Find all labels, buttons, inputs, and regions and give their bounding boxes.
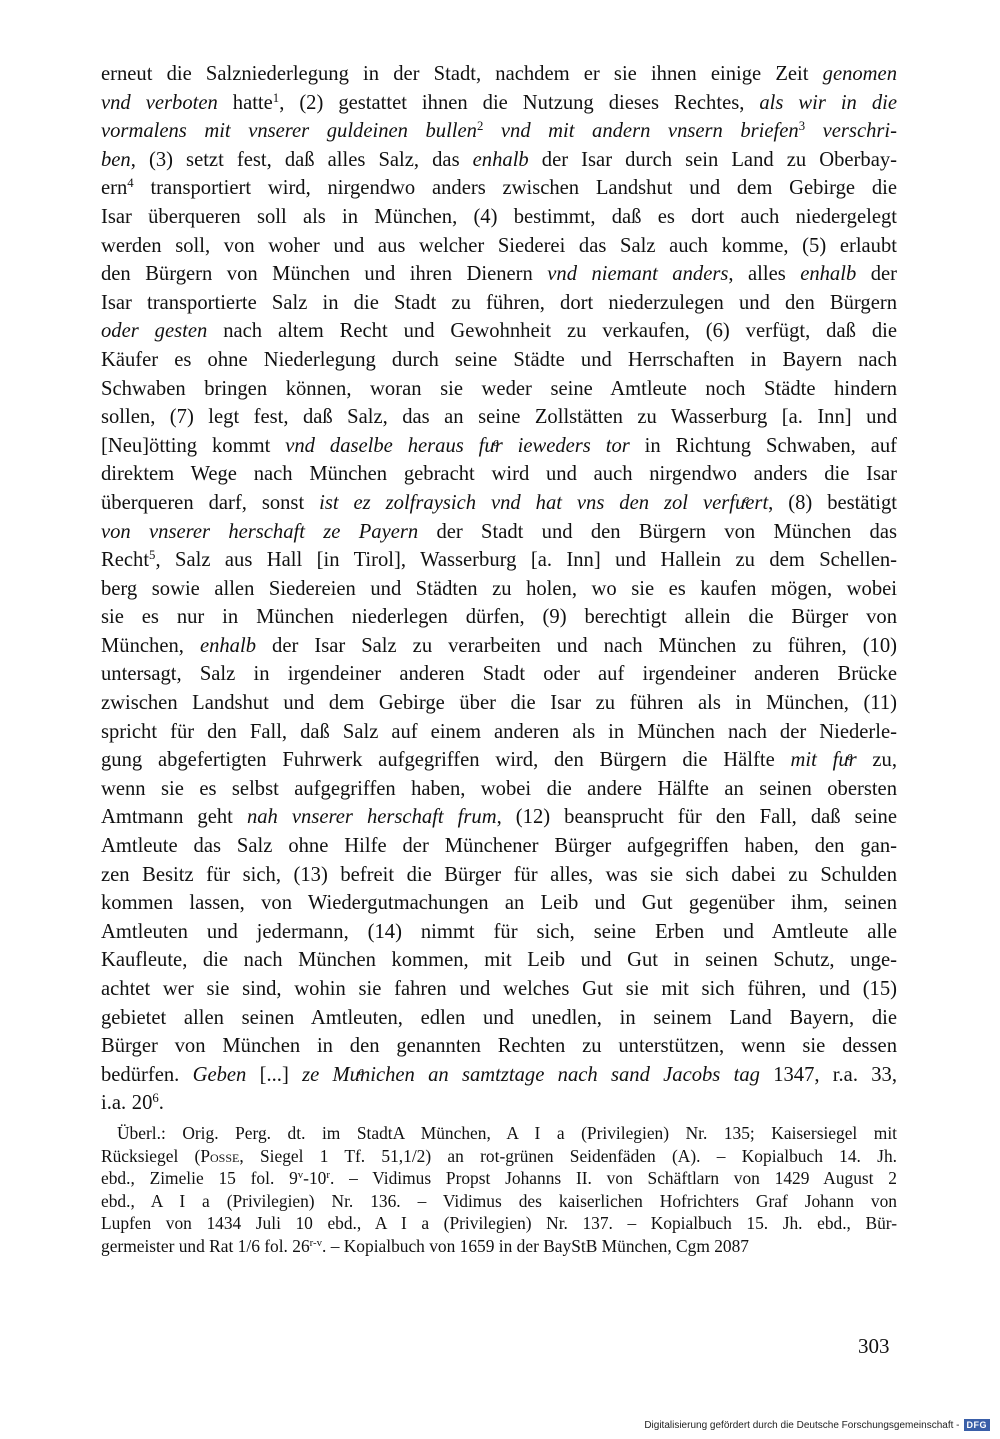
text-run: ebd., A I a (Privilegien) Nr. 136. – Vidimus des kaiserlichen Hofrichters Graf Johann von (101, 1190, 897, 1211)
superscript: r-v (309, 1237, 322, 1250)
body-text-line (101, 460, 897, 489)
italic-quote: genomen (822, 63, 897, 85)
body-text-line (101, 317, 897, 346)
italic-quote: von vnserer herschaft ze Payern (101, 520, 419, 543)
italic-quote: vnd niemant anders (547, 263, 729, 286)
text-run: Amtleute das Salz ohne Hilfe der Münchener Bürger aufgegriffen haben, den gan- (101, 835, 897, 858)
superscript: 6 (152, 1091, 159, 1106)
body-text-line (101, 603, 897, 632)
text-run: berg sowie allen Siedereien und Städten zu holen, wo sie es kaufen mögen, wobei (101, 577, 897, 600)
italic-quote: als wir in die (759, 91, 897, 114)
superscript: 1 (272, 90, 280, 105)
text-run: nach altem Recht und Gewohnheit zu verkaufen, (6) verfügt, daß die (207, 320, 897, 343)
text-run: Rücksiegel ( (101, 1145, 201, 1166)
superscript: 3 (798, 119, 806, 134)
page-number: 303 (858, 1334, 890, 1358)
italic-quote: ben (101, 148, 131, 171)
italic-quote: vnd daselbe heraus fuͤr ieweders tor (285, 434, 630, 457)
text-run: i.a. 20 (101, 1092, 153, 1115)
text-run: Schwaben bringen können, woran sie weder seine Amtleute noch Städte hindern (101, 377, 897, 400)
body-text-line (101, 117, 897, 146)
note-text-line (101, 1122, 897, 1145)
body-text-line (101, 660, 897, 689)
text-run: Recht (101, 549, 150, 572)
superscript: 2 (476, 119, 484, 134)
text-run: Amtmann geht (101, 806, 247, 829)
italic-quote: vnd mit andern vnsern briefen (500, 120, 799, 143)
text-run: gebietet allen seinen Amtleuten, edlen und unedlen, in seinem Land Bayern, die (101, 1006, 897, 1029)
text-run: , Salz aus Hall [in Tirol], Wasserburg [a. Inn] und Hallein zu dem Schellen- (155, 549, 897, 572)
text-run: sollen, (7) legt fest, daß Salz, das an seine Zollstätten zu Wasserburg [a. Inn] und (101, 406, 897, 429)
text-run: . (158, 1092, 164, 1115)
body-text-line (101, 918, 897, 947)
body-text-line (101, 403, 897, 432)
main-text-block (101, 60, 897, 1118)
italic-quote: verschri- (822, 120, 897, 143)
text-run: , (3) setzt fest, daß alles Salz, das (130, 148, 473, 171)
italic-quote: vnd verboten (101, 91, 218, 114)
text-run: hatte (217, 91, 273, 114)
italic-quote: enhalb (800, 263, 857, 286)
small-caps-name: Posse (200, 1145, 240, 1166)
body-text-line (101, 1004, 897, 1033)
text-run: Überl.: Orig. Perg. dt. im StadtA München, A I a (Privilegien) Nr. 135; Kaisersiegel mit (117, 1123, 897, 1143)
text-run: -10 (303, 1168, 327, 1189)
text-run: den Bürgern von München und ihren Dienern (101, 263, 548, 286)
italic-quote: oder gesten (101, 320, 208, 343)
italic-quote: enhalb (199, 634, 257, 657)
text-run: direktem Wege nach München gebracht wird und auch nirgendwo anders die Isar (101, 463, 897, 486)
note-text-line (101, 1145, 897, 1168)
italic-quote: ist ez zolfraysich vnd hat vns den zol verfuͤert (319, 491, 769, 514)
text-run: Käufer es ohne Niederlegung durch seine Städte und Herrschaften in Bayern nach (101, 348, 897, 371)
text-run: , Siegel 1 Tf. 51,1/2) an rot-grünen Seidenfäden (A). – Kopialbuch 14. Jh. (239, 1145, 897, 1166)
body-text-line (101, 432, 897, 461)
text-run (483, 120, 501, 142)
body-text-line (101, 375, 897, 404)
text-run: kommen lassen, von Wiedergutmachungen an Leib und Gut gegenüber ihm, seinen (101, 892, 897, 915)
body-text-line (101, 546, 897, 575)
text-run: bedürfen. (101, 1063, 193, 1086)
dfg-logo: DFG (964, 1419, 991, 1431)
body-text-line (101, 832, 897, 861)
superscript: v (297, 1169, 304, 1182)
text-run: zen Besitz für sich, (13) befreit die Bürger für alles, was sie sich dabei zu Schulden (101, 863, 897, 886)
body-text-line (101, 489, 897, 518)
body-text-line (101, 718, 897, 747)
text-run: überqueren darf, sonst (101, 491, 320, 514)
text-run: Amtleuten und jedermann, (14) nimmt für sich, seine Erben und Amtleute alle (101, 920, 897, 943)
body-text-line (101, 775, 897, 804)
text-run: der (856, 263, 898, 286)
italic-quote: Geben (192, 1063, 247, 1086)
text-run: der Isar Salz zu verarbeiten und nach München zu führen, (10) (256, 634, 898, 657)
tradition-note-block (101, 1122, 897, 1258)
text-run: gung abgefertigten Fuhrwerk aufgegriffen wird, den Bürgern die Hälfte (101, 749, 791, 772)
text-run: spricht für den Fall, daß Salz auf einem anderen als in München nach der Niederle- (101, 720, 897, 743)
body-text-line (101, 575, 897, 604)
text-run: ebd., Zimelie 15 fol. 9 (101, 1168, 298, 1189)
body-text-line (101, 260, 897, 289)
body-text-line (101, 89, 897, 118)
text-run: . – Vidimus Propst Johanns II. von Schäftlarn von 1429 August 2 (329, 1168, 897, 1189)
text-run: erneut die Salzniederlegung in der Stadt, nachdem er sie ihnen einige Zeit (101, 63, 823, 85)
body-text-line (101, 946, 897, 975)
body-text-line (101, 1089, 897, 1118)
body-text-line (101, 232, 897, 261)
note-text-line (101, 1190, 897, 1213)
text-run: wenn sie es selbst aufgegriffen haben, wobei die andere Hälfte an seinen obersten (101, 777, 897, 800)
text-run: werden soll, von woher und aus welcher Siederei das Salz auch komme, (5) erlaubt (101, 234, 897, 257)
italic-quote: ze Muͤnichen an samtztage nach sand Jacobs tag (302, 1063, 760, 1086)
text-run: zwischen Landshut und dem Gebirge über die Isar zu führen als in München, (11) (101, 692, 897, 715)
text-run: germeister und Rat 1/6 fol. 26 (101, 1235, 310, 1256)
text-run: sie es nur in München niederlegen dürfen, (9) berechtigt allein die Bürger von (101, 606, 897, 629)
text-run: in Richtung Schwaben, auf (629, 434, 898, 457)
text-run: Isar überqueren soll als in München, (4) bestimmt, daß es dort auch niedergelegt (101, 205, 897, 228)
italic-quote: mit fuͤr (790, 749, 857, 772)
body-text-line (101, 146, 897, 175)
text-run: Isar transportierte Salz in die Stadt zu führen, dort niederzulegen und den Bürgern (101, 291, 897, 314)
text-run: der Isar durch sein Land zu Oberbay- (528, 148, 898, 171)
digitization-credit: Digitalisierung gefördert durch die Deutsche Forschungsgemeinschaft - (644, 1419, 960, 1431)
text-run: Lupfen von 1434 Juli 10 ebd., A I a (Privilegien) Nr. 137. – Kopialbuch 15. Jh. ebd., Bür- (101, 1213, 897, 1234)
body-text-line (101, 746, 897, 775)
body-text-line (101, 975, 897, 1004)
body-text-line (101, 1032, 897, 1061)
text-run: achtet wer sie sind, wohin sie fahren und welches Gut sie mit sich führen, und (15) (101, 978, 897, 1000)
dfg-footer (644, 1419, 990, 1431)
body-text-line (101, 518, 897, 547)
body-text-line (101, 346, 897, 375)
text-run: . – Kopialbuch von 1659 in der BayStB München, Cgm 2087 (322, 1235, 750, 1256)
body-text-line (101, 174, 897, 203)
text-run: München, (101, 634, 200, 657)
text-run: , (8) bestätigt (768, 491, 898, 514)
text-run: Kaufleute, die nach München kommen, mit Leib und Gut in seinen Schutz, unge- (101, 949, 897, 972)
body-text-line (101, 1061, 897, 1090)
text-run (805, 120, 823, 142)
text-run: transportiert wird, nirgendwo anders zwischen Landshut und dem Gebirge die (133, 177, 897, 200)
note-text-line (101, 1167, 897, 1190)
text-run: , (12) beansprucht für den Fall, daß seine (496, 806, 897, 829)
text-run: , alles (728, 263, 801, 286)
note-text-line (101, 1235, 897, 1258)
text-run: untersagt, Salz in irgendeiner anderen Stadt oder auf irgendeiner anderen Brücke (101, 663, 897, 686)
body-text-line (101, 889, 897, 918)
text-run: ern (101, 177, 128, 200)
superscript: 4 (127, 176, 134, 191)
body-text-line (101, 861, 897, 890)
text-run: [...] (246, 1063, 303, 1086)
text-run: 1347, r.a. 33, (759, 1063, 897, 1086)
note-text-line (101, 1212, 897, 1235)
text-run: der Stadt und den Bürgern von München das (418, 520, 897, 543)
italic-quote: vormalens mit vnserer guldeinen bullen (101, 120, 477, 143)
italic-quote: nah vnserer herschaft frum (246, 806, 497, 829)
text-run: Bürger von München in den genannten Rechten zu unterstützen, wenn sie dessen (101, 1035, 897, 1058)
body-text-line (101, 689, 897, 718)
body-text-line (101, 803, 897, 832)
body-text-line (101, 632, 897, 661)
superscript: r (326, 1169, 330, 1182)
body-text-line (101, 60, 897, 89)
text-run: zu, (856, 749, 898, 772)
text-run: [Neu]ötting kommt (101, 434, 286, 457)
text-run: , (2) gestattet ihnen die Nutzung dieses Rechtes, (279, 91, 760, 114)
body-text-line (101, 203, 897, 232)
italic-quote: enhalb (472, 148, 529, 171)
superscript: 5 (149, 548, 156, 563)
body-text-line (101, 289, 897, 318)
